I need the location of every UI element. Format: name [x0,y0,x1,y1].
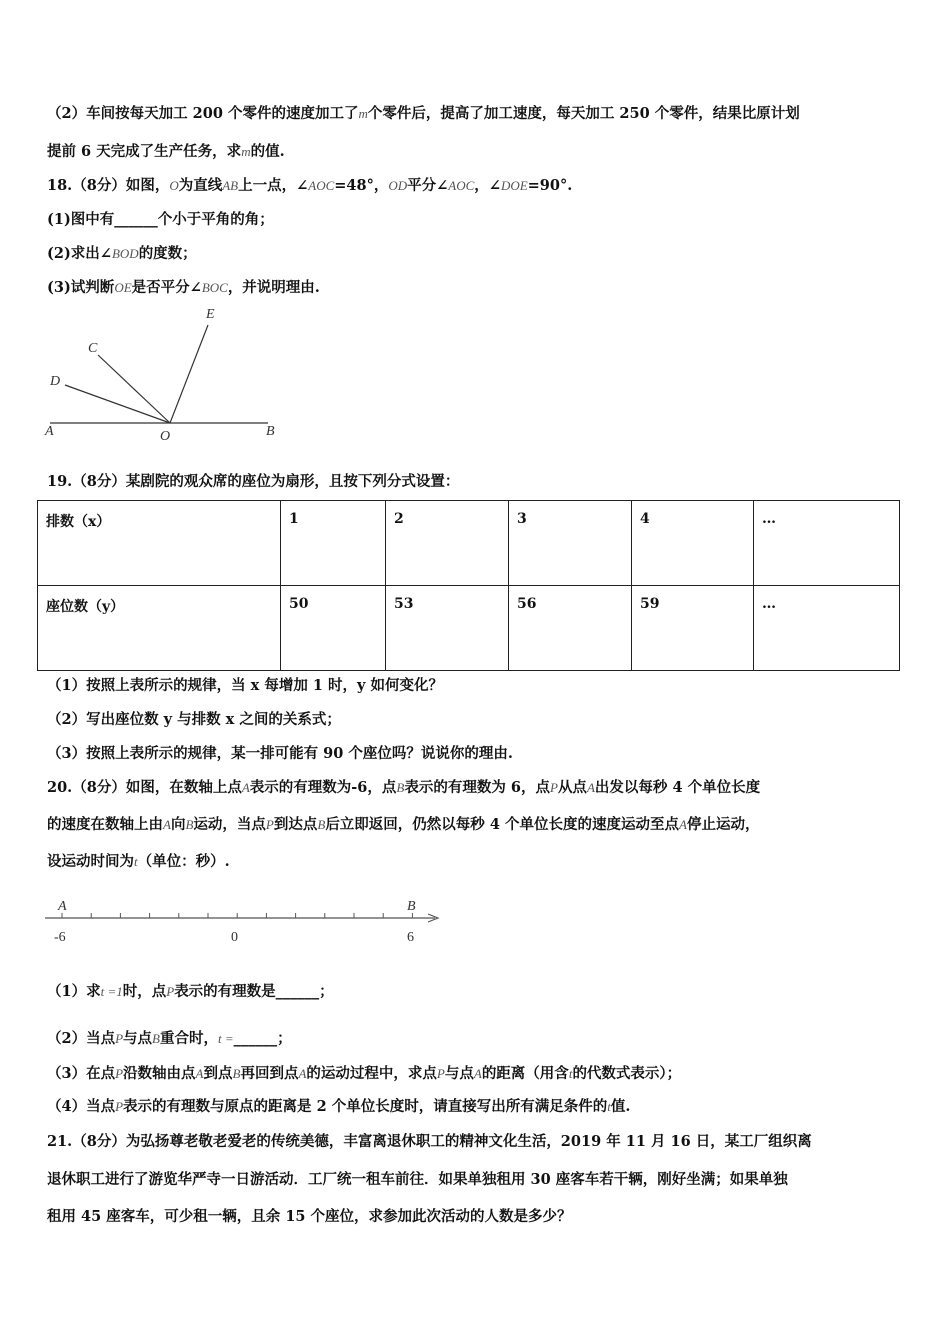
text-segment: 19.（8分）某剧院的观众席的座位为扇形，且按下列分式设置： [47,473,460,490]
math-variable: AB [222,178,239,193]
text-segment: 是否平分∠ [131,279,202,296]
text-segment: 的度数； [138,245,197,262]
tick-label-0: 0 [231,930,238,945]
table-cell: 53 [386,586,509,671]
text-segment: 停止运动， [686,816,760,833]
text-segment: 表示的有理数为-6，点 [249,779,397,796]
text-line [47,674,443,695]
text-segment: 提前 6 天完成了生产任务，求 [47,143,242,160]
label-d: D [50,374,61,389]
text-line [47,850,230,871]
text-segment: 退休职工进行了游览华严寺一日游活动．工厂统一租车前往．如果单独租用 30 座客车若干辆，刚好坐满；如果单独 [47,1171,788,1188]
text-segment: 与点 [444,1065,474,1082]
text-segment: 与点 [123,1030,153,1047]
text-segment: 个零件后，提高了加工速度，每天加工 250 个零件，结果比原计划 [367,105,800,122]
text-segment: ______； [233,1030,292,1047]
text-segment: （2）车间按每天加工 200 个零件的速度加工了 [47,105,359,122]
text-segment: =90°. [527,177,573,194]
math-variable: B [317,817,326,832]
angle-diagram [40,300,290,450]
text-segment: 的速度在数轴上由 [47,816,163,833]
text-segment: 重合时， [160,1030,218,1047]
text-line [47,742,513,763]
math-variable: OE [114,280,132,295]
text-segment: 的值. [250,143,285,160]
text-segment: 到点 [203,1065,233,1082]
text-segment: 后立即返回，仍然以每秒 4 个单位长度的速度运动至点 [325,816,679,833]
text-line [47,1130,812,1151]
text-segment: 21.（8分）为弘扬尊老敬老爱老的传统美德，丰富离退休职工的精神文化生活，2019 年 11 月 16 日，某工厂组织离 [47,1133,812,1150]
table-cell: … [754,586,900,671]
label-o: O [160,429,171,444]
text-line [47,813,759,834]
math-variable: P [436,1066,445,1081]
math-variable: t [607,1099,611,1114]
text-segment: （1）求 [47,983,101,1000]
text-segment: 值. [610,1098,631,1115]
math-variable: P [265,817,274,832]
text-segment: ，并说明理由. [227,279,320,296]
math-variable: AOC [448,178,475,193]
math-variable: B [185,817,194,832]
math-variable: A [473,1066,482,1081]
text-line [47,1062,681,1083]
text-line [47,174,572,195]
text-line [47,776,760,797]
math-variable: m [358,106,368,121]
text-segment: 表示的有理数是______； [174,983,334,1000]
text-line [47,1027,292,1048]
table-cell: 3 [509,501,632,586]
text-segment: 的距离（用含 [481,1065,569,1082]
text-segment: （2）写出座位数 y 与排数 x 之间的关系式； [47,711,341,728]
math-variable: t = [218,1031,234,1046]
text-segment: 表示的有理数为 6，点 [404,779,550,796]
math-variable: t =1 [100,984,123,999]
math-variable: P [115,1031,124,1046]
math-variable: OD [388,178,408,193]
number-line [40,895,450,950]
label-a: A [58,899,67,914]
math-variable: P [115,1099,124,1114]
text-segment: (3)试判断 [47,279,115,296]
math-variable: m [241,144,251,159]
text-segment: 表示的有理数与原点的距离是 2 个单位长度时，请直接写出所有满足条件的 [123,1098,608,1115]
ray-od [65,385,170,423]
table-cell: 1 [281,501,386,586]
math-variable: A [163,817,171,832]
text-segment: （3）按照上表所示的规律，某一排可能有 90 个座位吗？说说你的理由. [47,745,513,762]
text-segment: 为直线 [178,177,223,194]
text-segment: 的运动过程中，求点 [306,1065,437,1082]
text-segment: 从点 [557,779,587,796]
text-line [47,1168,788,1189]
text-segment: 的代数式表示）； [572,1065,682,1082]
text-segment: 平分∠ [407,177,449,194]
math-variable: P [166,984,175,999]
text-segment: 上一点，∠ [238,177,309,194]
text-segment: =48°， [334,177,389,194]
math-variable: P [549,780,558,795]
table-cell: … [754,501,900,586]
table-cell: 50 [281,586,386,671]
label-b: B [407,899,416,914]
math-variable: DOE [500,178,528,193]
text-segment: （2）当点 [47,1030,116,1047]
math-variable: BOC [201,280,228,295]
text-segment: (1)图中有______个小于平角的角； [47,211,274,228]
text-segment: （单位：秒）. [137,853,230,870]
text-line [47,102,800,123]
text-line [47,140,285,161]
table-cell: 56 [509,586,632,671]
text-line [47,708,341,729]
text-segment: 设运动时间为 [47,853,134,870]
text-line [47,242,197,263]
text-segment: 时，点 [122,983,167,1000]
text-segment: 租用 45 座客车，可少租一辆，且余 15 个座位，求参加此次活动的人数是多少？ [47,1208,572,1225]
math-variable: O [169,178,179,193]
text-segment: 向 [170,816,186,833]
math-variable: A [241,780,250,795]
table-cell: 2 [386,501,509,586]
math-variable: P [115,1066,124,1081]
text-line [47,276,320,297]
text-segment: （4）当点 [47,1098,116,1115]
table-row [38,501,900,586]
text-segment: (2)求出∠ [47,245,112,262]
text-segment: ，∠ [474,177,501,194]
text-segment: 18.（8分）如图， [47,177,170,194]
table-cell: 排数（x） [38,501,281,586]
text-segment: 到达点 [273,816,318,833]
text-line [47,470,459,491]
table-cell: 4 [632,501,754,586]
text-segment: （1）按照上表所示的规律，当 x 每增加 1 时，y 如何变化？ [47,677,443,694]
math-variable: B [152,1031,160,1046]
text-segment: 20.（8分）如图，在数轴上点 [47,779,242,796]
label-b: B [266,424,275,439]
text-line [47,1095,630,1116]
math-variable: A [195,1066,204,1081]
math-variable: A [586,780,595,795]
math-variable: t [568,1066,573,1081]
math-variable: A [679,817,687,832]
ray-oe [170,325,208,423]
text-segment: 沿数轴由点 [123,1065,196,1082]
text-line [47,208,274,229]
ray-oc [98,355,170,423]
tick-label-6: 6 [407,930,414,945]
label-c: C [88,341,98,356]
math-variable: A [298,1066,307,1081]
seat-table [37,500,900,671]
text-segment: 运动，当点 [193,816,266,833]
text-segment: 再回到点 [240,1065,299,1082]
math-variable: t [134,854,138,869]
text-line [47,1205,572,1226]
label-a: A [45,424,54,439]
table-cell: 座位数（y） [38,586,281,671]
table-cell: 59 [632,586,754,671]
math-variable: B [396,780,405,795]
text-segment: 出发以每秒 4 个单位长度 [594,779,761,796]
table-row [38,586,900,671]
text-segment: （3）在点 [47,1065,116,1082]
text-line [47,980,334,1001]
math-variable: AOC [308,178,335,193]
tick-label-neg6: -6 [54,930,66,945]
math-variable: B [232,1066,241,1081]
math-variable: BOD [111,246,139,261]
label-e: E [206,307,215,322]
